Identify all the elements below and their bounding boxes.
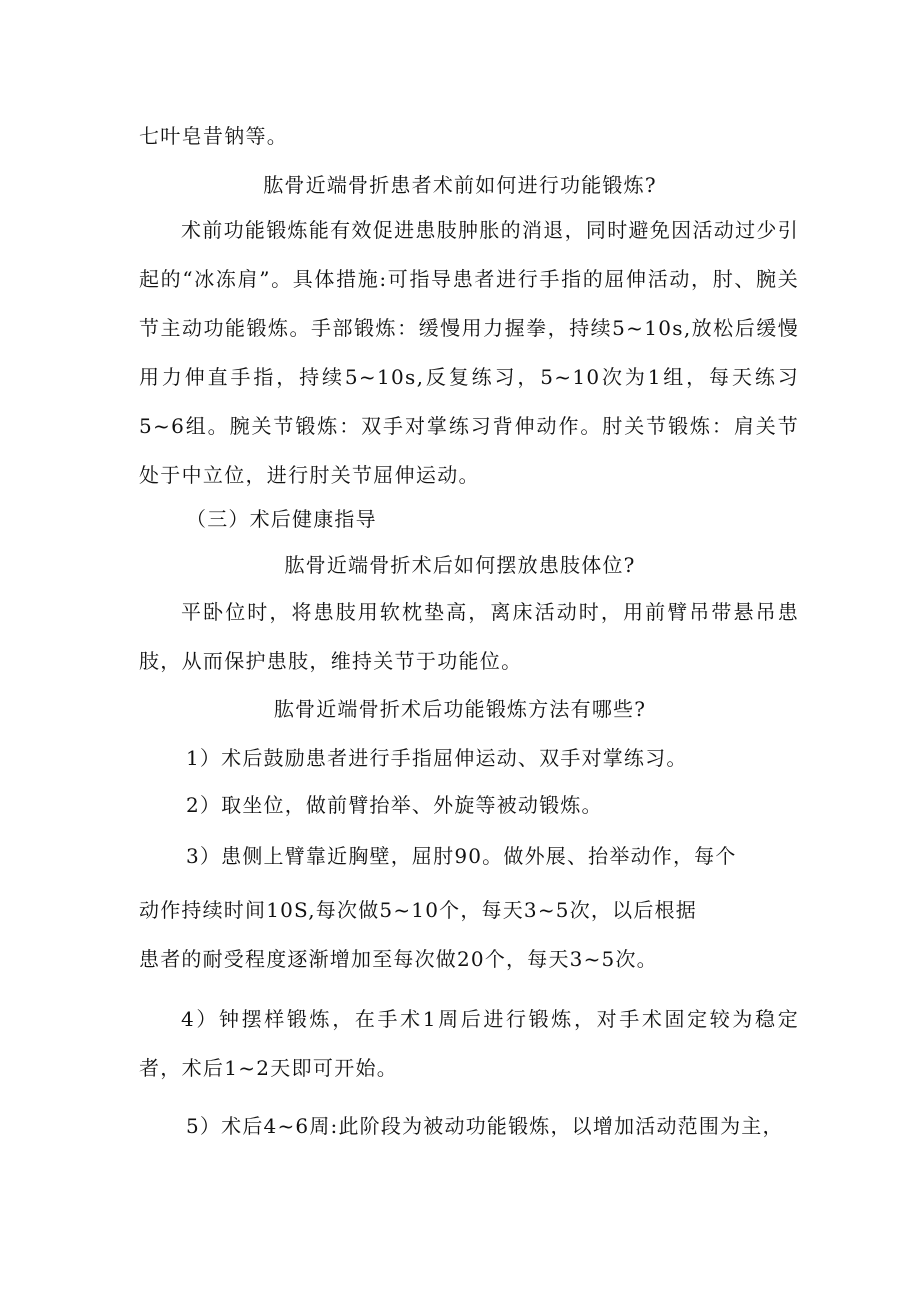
list-item-3-line3: 患者的耐受程度逐渐增加至每次做20个，每天3~5次。 [139, 947, 658, 971]
paragraph-limb-position: 平卧位时，将患肢用软枕垫高，离床活动时，用前臂吊带悬吊患肢，从而保护患肢，维持关节于功能位。 [139, 600, 799, 673]
list-item-4: 4）钟摆样锻炼，在手术1周后进行锻炼，对手术固定较为稳定者，术后1~2天即可开始。 [139, 1007, 799, 1080]
section-heading-postop: （三）术后健康指导 [186, 507, 377, 531]
list-item-3-line1: 3）患侧上臂靠近胸壁，屈肘90。做外展、抬举动作，每个 [186, 844, 737, 868]
paragraph-continuation: 七叶皂昔钠等。 [139, 124, 289, 148]
paragraph-preop-exercise: 术前功能锻炼能有效促进患肢肿胀的消退，同时避免因活动过少引起的“冰冻肩”。具体措施:可指导患者进行手指的屈伸活动，肘、腕关节主动功能锻炼。手部锻炼：缓慢用力握拳，持续5~10s,放松后缓慢用力伸直手指，持续5~10s,反复练习，5~10次为1组，每天练习5~6组。腕关节锻炼：双手对掌练习背伸动作。肘关节锻炼：肩关节处于中立位，进行肘关节屈伸运动。 [139, 218, 799, 487]
list-item-2: 2）取坐位，做前臂抬举、外旋等被动锻炼。 [186, 793, 603, 817]
question-heading-preop: 肱骨近端骨折患者术前如何进行功能锻炼? [263, 173, 657, 197]
list-item-3-line2: 动作持续时间10S,每次做5~10个，每天3~5次，以后根据 [139, 898, 697, 922]
list-item-1: 1）术后鼓励患者进行手指屈伸运动、双手对掌练习。 [186, 746, 688, 770]
question-heading-postop-exercise: 肱骨近端骨折术后功能锻炼方法有哪些? [273, 697, 647, 721]
question-heading-position: 肱骨近端骨折术后如何摆放患肢体位? [284, 553, 636, 577]
list-item-5: 5）术后4~6周:此阶段为被动功能锻炼，以增加活动范围为主， [186, 1114, 784, 1138]
